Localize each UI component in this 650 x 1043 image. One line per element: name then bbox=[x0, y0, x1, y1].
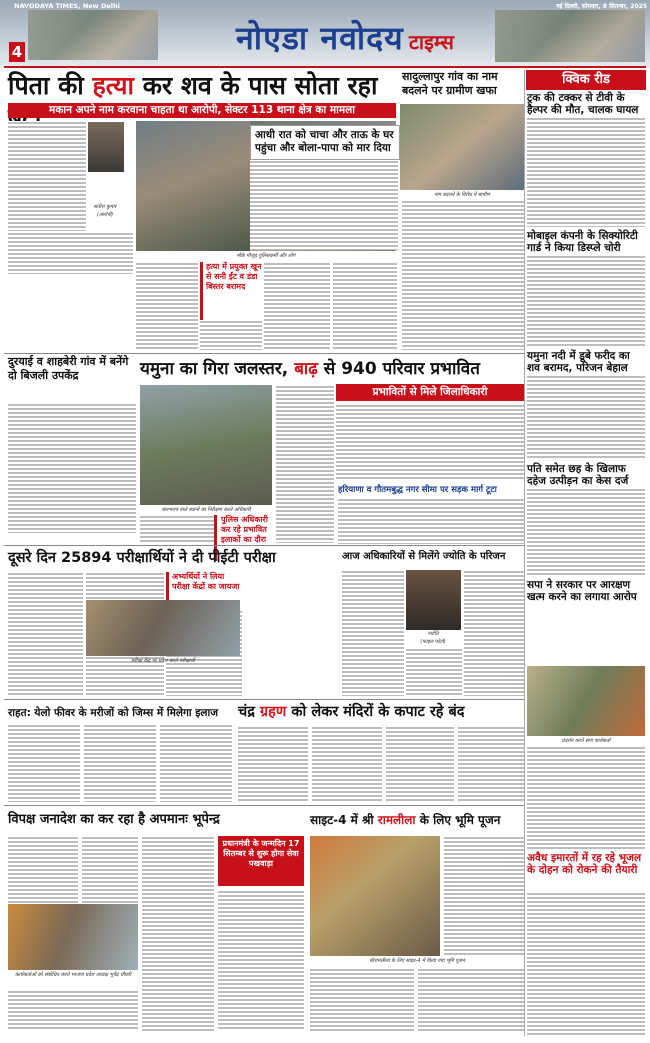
lead-accused-photo bbox=[88, 122, 124, 172]
jyoti-body-col1 bbox=[342, 570, 404, 696]
ramleela-photo bbox=[310, 836, 440, 956]
lead-body-col2 bbox=[136, 262, 198, 350]
quick-read-photo-caption: प्रदर्शन करते सपा कार्यकर्ता bbox=[561, 738, 611, 744]
quick-read-item: यमुना नदी में डूबे फरीद का शव बरामद, परिजन बेहाल bbox=[527, 350, 645, 460]
quick-read-item: ट्रक की टक्कर से टीवी के हैल्पर की मौत, चालक घायल bbox=[527, 92, 645, 227]
bhupendra-body-col3 bbox=[142, 836, 214, 1031]
bhupendra-body-col4 bbox=[218, 890, 304, 1031]
ramleela-body-col1 bbox=[444, 836, 524, 956]
lead-headline: पिता की हत्या कर शव के पास सोता रहा bbox=[8, 71, 378, 100]
lead-body-col1 bbox=[8, 121, 86, 231]
eclipse-headline: चंद्र ग्रहण को लेकर मंदिरों के कपाट रहे बंद bbox=[238, 704, 465, 720]
ramleela-body-col2 bbox=[310, 968, 414, 1031]
flood-red-bar: प्रभावितों से मिले जिलाधिकारी bbox=[336, 384, 524, 401]
column-rule-main bbox=[524, 70, 525, 1036]
pet-body-col1 bbox=[8, 572, 83, 696]
flood-body-col2 bbox=[336, 404, 524, 480]
page-number: 4 bbox=[9, 42, 25, 62]
jyoti-headline: आज अधिकारियों से मिलेंगे ज्योति के परिजन bbox=[342, 551, 506, 562]
lead-body-col4 bbox=[333, 262, 397, 350]
side-story-body bbox=[402, 200, 524, 350]
flood-photo bbox=[140, 385, 272, 505]
bhupendra-body-col2 bbox=[82, 836, 138, 904]
border-headline: हरियाणा व गौतमबुद्ध नगर सीमा पर सड़क मार्ग टूटा bbox=[338, 485, 497, 495]
side-story-caption: नाम बदलने के विरोध में ग्रामीण bbox=[433, 192, 491, 198]
fever-body-col3 bbox=[160, 724, 232, 802]
date-line: नई दिल्ली, सोमवार, 8 सितम्बर, 2025 bbox=[556, 3, 647, 10]
pet-headline: दूसरे दिन 25894 परीक्षार्थियों ने दी पीईटी परीक्षा bbox=[8, 550, 276, 566]
fever-headline: राहत: येलो फीवर के मरीजों को जिम्स में मिलेगा इलाज bbox=[8, 707, 219, 719]
lead-body-col5 bbox=[200, 320, 262, 350]
bhupendra-photo-caption: कार्यकर्ताओं को संबोधित करते भाजपा प्रदेश अध्यक्ष भूपेंद्र चौधरी bbox=[14, 972, 132, 978]
border-body bbox=[338, 498, 524, 544]
lead-sub-box: हत्या में प्रयुक्त खून से सनी ईंट व डंडा बिस्तर बरामद bbox=[200, 262, 262, 320]
quick-read-header: क्विक रीड bbox=[526, 70, 646, 90]
flood-headline: यमुना का गिरा जलस्तर, बाढ़ से 940 परिवार प्रभावित bbox=[140, 359, 480, 379]
jyoti-body-col2 bbox=[406, 648, 462, 696]
side-story-photo bbox=[400, 104, 524, 190]
flood-photo-caption: जलभराव वाले स्थानों का निरीक्षण करते अधिकारी bbox=[161, 507, 251, 513]
lead-body-col3 bbox=[264, 262, 330, 350]
quick-read-photo bbox=[527, 666, 645, 736]
lead-pullquote: आधी रात को चाचा और ताऊ के घर पहुंचा और बोला-पापा को मार दिया bbox=[250, 125, 400, 160]
jyoti-photo-label: ज्योति (फाइल फोटो) bbox=[420, 631, 446, 645]
ramleela-headline: साइट-4 में श्री रामलीला के लिए भूमि पूजन bbox=[310, 813, 501, 827]
masthead bbox=[0, 0, 650, 68]
jyoti-photo bbox=[406, 570, 461, 630]
lead-crowd-photo bbox=[136, 121, 250, 251]
divider bbox=[4, 353, 524, 354]
jyoti-body-col3 bbox=[464, 570, 524, 696]
lead-accused-label: सतीश कुमार (आरोपी) bbox=[93, 204, 117, 218]
divider bbox=[4, 545, 524, 546]
bhupendra-box: प्रधानमंत्री के जन्मदिन 17 सितम्बर से शुरू होगा सेवा पखवाड़ा bbox=[218, 836, 304, 886]
masthead-photo-right bbox=[495, 10, 645, 62]
masthead-title: नोएडा नवोदय टाइम्स bbox=[236, 19, 454, 57]
lead-body-col2b bbox=[250, 160, 398, 250]
bhupendra-photo bbox=[8, 904, 138, 970]
quick-read-item: मोबाइल कंपनी के सिक्योरिटी गार्ड ने किया डिस्प्ले चोरी bbox=[527, 230, 645, 347]
quick-read-item-red: अवैध इमारतों में रह रहे भूजल के दोहन को रोकने की तैयारी bbox=[527, 852, 642, 876]
eclipse-body-col2 bbox=[312, 726, 382, 802]
flood-sub-box: पुलिस अधिकारी कर रहे प्रभावित इलाकों का दौरा bbox=[214, 515, 276, 561]
eclipse-body-col4 bbox=[458, 726, 524, 802]
lead-subhead: मकान अपने नाम करवाना चाहता था आरोपी, सेक्टर 113 थाना क्षेत्र का मामला bbox=[8, 103, 396, 118]
bhupendra-body-col5 bbox=[8, 990, 138, 1031]
eclipse-body-col1 bbox=[238, 726, 308, 802]
masthead-rule bbox=[4, 66, 646, 68]
quick-read-body-last bbox=[527, 892, 645, 1037]
fever-body-col1 bbox=[8, 724, 80, 802]
pet-photo bbox=[86, 600, 240, 656]
lead-body-col1b bbox=[8, 232, 133, 274]
masthead-paper-label: NAVODAYA TIMES, New Delhi bbox=[14, 2, 120, 10]
bhupendra-headline: विपक्ष जनादेश का कर रहा है अपमानः भूपेन्द्र bbox=[8, 812, 220, 827]
ramleela-body-col3 bbox=[418, 968, 524, 1031]
eclipse-body-col3 bbox=[386, 726, 454, 802]
bhupendra-body-col1 bbox=[8, 836, 78, 904]
flood-body-col1 bbox=[276, 385, 334, 543]
lead-photo-caption: मौके मौजूद पुलिसकर्मी और लोग bbox=[236, 253, 296, 259]
fever-body-col2 bbox=[84, 724, 156, 802]
villages-headline: दुरयाई व शाहबेरी गांव में बनेंगे दो बिजली उपकेंद्र bbox=[8, 355, 129, 382]
pet-sub-box: अभ्यर्थियों ने लिया परीक्षा केंद्रों का जायजा bbox=[166, 572, 242, 608]
quick-read-body-tail bbox=[527, 746, 645, 850]
masthead-photo-left bbox=[28, 10, 158, 60]
ramleela-photo-caption: श्रीरामलीला के लिए साइट-4 में किया गया भूमि पूजन bbox=[369, 958, 465, 964]
side-story-headline: सादुल्लापुर गांव का नाम बदलने पर ग्रामीण खफा bbox=[402, 70, 498, 97]
pet-photo-caption: परीक्षा केंद्र पर प्रवेश करते परीक्षार्थी bbox=[131, 658, 195, 664]
quick-read-item: सपा ने सरकार पर आरक्षण खत्म करने का लगाया आरोप bbox=[527, 579, 637, 603]
villages-body bbox=[8, 403, 136, 533]
quick-read-list bbox=[527, 92, 645, 732]
quick-read-item: पति समेत छह के खिलाफ दहेज उत्पीड़न का केस दर्ज bbox=[527, 463, 645, 576]
divider bbox=[4, 805, 524, 806]
